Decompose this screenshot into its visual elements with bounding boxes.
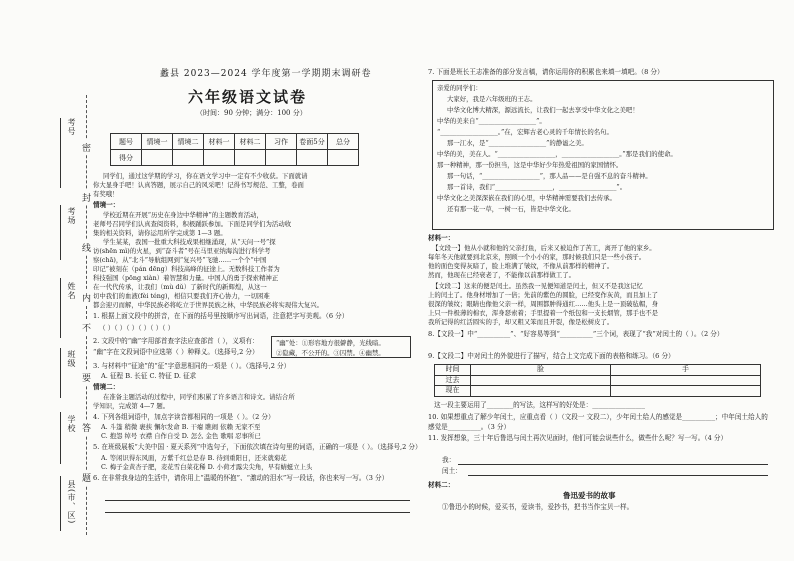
score-head: 情境二 xyxy=(173,134,204,150)
cut-char: 线 xyxy=(82,240,91,255)
q2-definition-line: ②隐藏，不公开的。③囚禁。④幽禁。 xyxy=(276,348,385,357)
question-4: 4. 下列各组词语中，加点字读音都相同的一项是（ ）。（2 分） xyxy=(93,413,275,421)
s1-line: 学校近期在开展“历史在身边中华精神”的主题教育活动， xyxy=(103,211,263,219)
label-name: 姓名 xyxy=(67,282,76,300)
mat1-line: 上只一件极薄的棉衣，浑身瑟索着；手里提着一个纸包和一支长烟管，那手也不是 xyxy=(428,309,659,317)
score-cell[interactable] xyxy=(142,150,173,166)
mat1-line: 很深的皱纹；眼睛也像他父亲一样，周围都肿得通红……他头上是一顶破毡帽，身 xyxy=(428,300,659,308)
q4-option[interactable]: A. 斗篷 稍微 裹挟 懈尔发命 B. 干瘪 瞧闹 依赖 无家不至 xyxy=(101,423,261,431)
mat1-line: 我所记得的红活圆实的手，却又粗又笨而且开裂，像是松树皮了。 xyxy=(428,318,614,326)
mat1-line: 他的面色变得灰暗了，脸上堆满了皱纹，不像从前那样的精神了。 xyxy=(428,262,614,270)
speech-line[interactable]: 那一首诗，我们“__________________，__________________”。 xyxy=(447,183,627,191)
q2-definition-box xyxy=(271,336,411,358)
label-school: 学校 xyxy=(67,415,76,433)
score-cell[interactable] xyxy=(297,150,328,166)
s1-line: 都会迎刃而解，中华民族必将屹立于世界民族之林，中华民族必将实现伟大复兴。 xyxy=(93,301,324,309)
class-blank[interactable] xyxy=(60,348,61,398)
speech-line[interactable]: “__________________。”在，宏辉古老心灵的千年情长的名句。 xyxy=(437,128,613,136)
answer-line[interactable] xyxy=(105,500,410,501)
cut-char: 封 xyxy=(82,190,91,205)
speech-line: 大家好，我是六年级班的王志。 xyxy=(447,95,537,103)
exam-number-blank[interactable] xyxy=(60,118,61,188)
mat1-line: 【文段一】他从小就和他的父亲打鱼，后来又被迫作了苦工，离开了他的家乡。 xyxy=(432,244,656,252)
score-table xyxy=(110,133,359,166)
page-title: 六年级语文试卷 xyxy=(188,88,308,106)
intro-line: 你大显身手吧！认真答题，展示自己的风采吧！记得书写规范、工整，卷面 xyxy=(93,181,304,189)
mat1-line: 然而，他现在已经衰老了，不能像以前那样做工了。 xyxy=(428,271,575,279)
time-score: （时间：90 分钟；满分：100 分） xyxy=(196,109,307,117)
s1-line: 集的相关资料，请你运用所学完成第 1—3 题。 xyxy=(93,229,227,237)
question-11: 11. 发挥想象，三十年后鲁迅与闰土再次见面时，他们可能会说些什么，做些什么呢？写一写。（4 分） xyxy=(428,434,728,442)
s2-line: 学知识，完成第 4—7 题。 xyxy=(93,402,170,410)
label-exam-room: 考场 xyxy=(67,207,76,225)
q9-cell[interactable] xyxy=(611,375,761,386)
s1-line: 察(chā)，从“北斗”导航组网到“复兴号”飞驰……一个个“中国 xyxy=(93,256,267,264)
score-cell[interactable] xyxy=(204,150,235,166)
q2-definition-line: “幽”处：①形容地方很僻静，光线暗。 xyxy=(276,339,385,347)
q9-cell[interactable] xyxy=(471,386,611,397)
question-5: 5. 在班级展板“大美中国 · 夏天系列”中选句子，下面依次填在诗句里的词语，正确的一项是（ ）。（选择号,2 分） xyxy=(93,443,422,451)
label-county: 县(市、区) xyxy=(67,480,76,525)
s1-line: 学生某某，我国一批重大科技成果相继涌现，从“天问一号”探 xyxy=(103,238,276,246)
q9-head: 手 xyxy=(611,365,761,376)
exam-room-blank[interactable] xyxy=(60,205,61,260)
exam-name: 蠡县 2023—2024 学年度第一学期期末调研卷 xyxy=(160,69,372,79)
answer-line[interactable] xyxy=(458,464,768,465)
label-exam-number: 考号 xyxy=(67,118,76,136)
speech-line[interactable]: 那一江水，是“__________________”的静谧之美。 xyxy=(447,139,588,147)
q9-head: 时间 xyxy=(435,365,471,376)
q9-table xyxy=(434,364,761,397)
question-1: 1. 根据上面文段中的拼音，在下面的括号里按顺序写出词语，注意把字写美观。（6 分） xyxy=(93,312,349,320)
cut-char: 不 xyxy=(82,320,91,335)
material1-head: 材料一： xyxy=(428,234,455,242)
school-blank[interactable] xyxy=(60,412,61,464)
answer-line[interactable] xyxy=(105,512,410,513)
intro-line: 有奖哦！ xyxy=(93,190,119,198)
q4-option[interactable]: C. 抱怨 绰号 衣襟 自作自受 D. 怎么 金色 歌唱 忍事所已 xyxy=(101,432,261,440)
score-head: 习作 xyxy=(266,134,297,150)
cut-char: 答 xyxy=(82,420,91,435)
speech-line: 还有那一花一草，一树一石，皆是中华文化。 xyxy=(447,205,575,213)
question-10: 10. 如果想重点了解少年闰土，应重点看（ ）（文段一 文段二），少年闰土给人的感觉是__________；中年闰土给人的感觉是__________。（3 分） xyxy=(428,413,768,431)
mat1-line: 上的闰土了。他身材增加了一倍；先前的紫色的圆脸，已经变作灰黄，而且加上了 xyxy=(428,291,659,299)
speech-line[interactable]: 中华的美，美在人。“__________________，__________________。”那是我们的使命。 xyxy=(437,150,677,158)
cut-line xyxy=(86,95,87,535)
score-cell[interactable] xyxy=(266,150,297,166)
q5-option[interactable]: A. 等闲识得东风面，万紫千红总是春 B. 待到重阳日，还来就菊花 xyxy=(101,454,287,462)
score-head: 题号 xyxy=(111,134,142,150)
speech-line[interactable]: 中华的美来自“__________________”。 xyxy=(437,117,546,125)
question-2: 2. 文段中的“幽”字用部首查字法应查部首（ ），义项有： xyxy=(93,337,259,345)
q5-option[interactable]: C. 梅子金黄杏子肥，麦花雪白菜花稀 D. 小荷才露尖尖角，早有蜻蜓立上头 xyxy=(101,463,313,471)
s1-line: 印记”被刻在（pán dēng）科技高峰的征途上。无数科技工作者为 xyxy=(93,265,280,273)
cut-char: 密 xyxy=(82,140,91,155)
s1-line: 老师号召同学们认真查阅资料，积极踊跃参加。下面是同学们为活动收 xyxy=(93,220,292,228)
material2-text: ①鲁迅小的时候，爱买书，爱读书，爱抄书，把书当作宝贝一样。 xyxy=(442,503,634,511)
q11-label-me: 我： xyxy=(442,456,456,464)
speech-box xyxy=(432,80,774,230)
speech-line: 中华文化博大精深，源远流长，让我们一起去享受中华文化之美吧！ xyxy=(447,106,639,114)
score-head: 情境一 xyxy=(142,134,173,150)
intro-line: 同学们，通过这学期的学习，你在语文学习中一定有不少收获。下面就请 xyxy=(103,172,308,180)
speech-line: 那一种精神，那一份担当，这是中华好少年热爱祖国的家国情怀。 xyxy=(437,161,623,169)
s1-line: 访(shēn mì)的火星，到“奋斗者”号在马里亚纳海沟进行科学考 xyxy=(93,247,271,255)
question-9: 9.【文段二】中对闰土的外貌进行了描写，结合上文完成下面的表格和练习。（6 分） xyxy=(428,352,675,360)
s1-line: 科技强国（pōng xiàn）着智慧和力量。中国人的勇于探索精神正 xyxy=(93,274,279,282)
label-class: 班级 xyxy=(67,350,76,368)
question-8: 8.【文段一】中“__________”、“好容易等到“__________”三个词，表现了“我”对闰土的（ ）。（2 分） xyxy=(428,330,724,338)
score-cell[interactable] xyxy=(235,150,266,166)
question-6: 6. 在非常我身边的生活中，请你用上“温暖的怀抱”、“激动的泪水”写一段话，你也来写一写。（3 分） xyxy=(93,474,389,482)
cut-char: 内 xyxy=(82,290,91,305)
score-cell[interactable] xyxy=(328,150,359,166)
q9-head: 脸 xyxy=(471,365,611,376)
score-cell[interactable] xyxy=(173,150,204,166)
q9-row-label: 过去 xyxy=(435,375,471,386)
speech-line: 亲爱的同学们： xyxy=(437,84,482,92)
cut-char: 要 xyxy=(82,370,91,385)
question-9b[interactable]: 这一段主要运用了________的写法，这样写的好处是：________________ xyxy=(434,401,645,409)
binding-margin xyxy=(0,0,100,561)
question-7: 7. 下面是班长王志准备的部分发言稿，请你运用你的积累也来填一填吧。（8 分） xyxy=(428,68,664,76)
q9-cell[interactable] xyxy=(471,375,611,386)
score-label: 得分 xyxy=(111,150,142,166)
score-head: 材料一 xyxy=(204,134,235,150)
q3-options[interactable]: A. 征程 B. 长征 C. 特征 D. 征求 xyxy=(101,372,197,380)
mat1-line: 每年冬天他就要到北京来，照顾一个小小的家，那时候我们只是一些小孩子。 xyxy=(428,253,646,261)
score-head: 材料二 xyxy=(235,134,266,150)
county-blank[interactable] xyxy=(60,476,61,531)
material2-title: 鲁迅爱书的故事 xyxy=(563,491,616,500)
mat1-line: 【文段二】这来的便是闰土。虽然我一见便知道是闰土，但又不是我这记忆 xyxy=(432,282,643,290)
speech-line: 中华文化之美深深嵌在我们的心里，中华精神需要我们去传承。 xyxy=(437,194,616,202)
section2-head: 情境二： xyxy=(93,383,120,391)
name-blank[interactable] xyxy=(60,278,61,338)
speech-line[interactable]: 那一句话，“__________________”，那人品——是自强不息的奋斗精神。 xyxy=(447,172,652,180)
question-2b: “幽”字在文段词语中应选第（ ）种释义。（选择号,2 分） xyxy=(93,348,259,356)
q9-row-label: 现在 xyxy=(435,386,471,397)
s1-line: 在一代代传承，让我们（mù dǔ）了新时代的新辉煌，从这一 xyxy=(93,283,267,291)
score-head: 卷面5分 xyxy=(297,134,328,150)
material2-head: 材料二： xyxy=(428,481,455,489)
section1-head: 情境一： xyxy=(93,201,120,209)
s1-line: 切中我们的血液(fèi téng)，相信只要我们齐心协力，一切困难 xyxy=(93,292,270,300)
s2-line: 在准备主题活动的过程中，同学们积累了许多语言和诗文。请结合所 xyxy=(103,393,295,401)
q9-cell[interactable] xyxy=(611,386,761,397)
q1-answer-brackets[interactable]: （ ）（ ）（ ）（ ）（ ）（ ） xyxy=(99,324,175,332)
q11-label-runtu: 闰土： xyxy=(442,467,462,475)
question-3: 3. 与材料中“征途”的“征”字意思相同的一项是（ ）。（选择号,2 分） xyxy=(93,362,291,370)
score-head: 总分 xyxy=(328,134,359,150)
answer-line[interactable] xyxy=(468,475,768,476)
cut-char: 题 xyxy=(82,470,91,485)
